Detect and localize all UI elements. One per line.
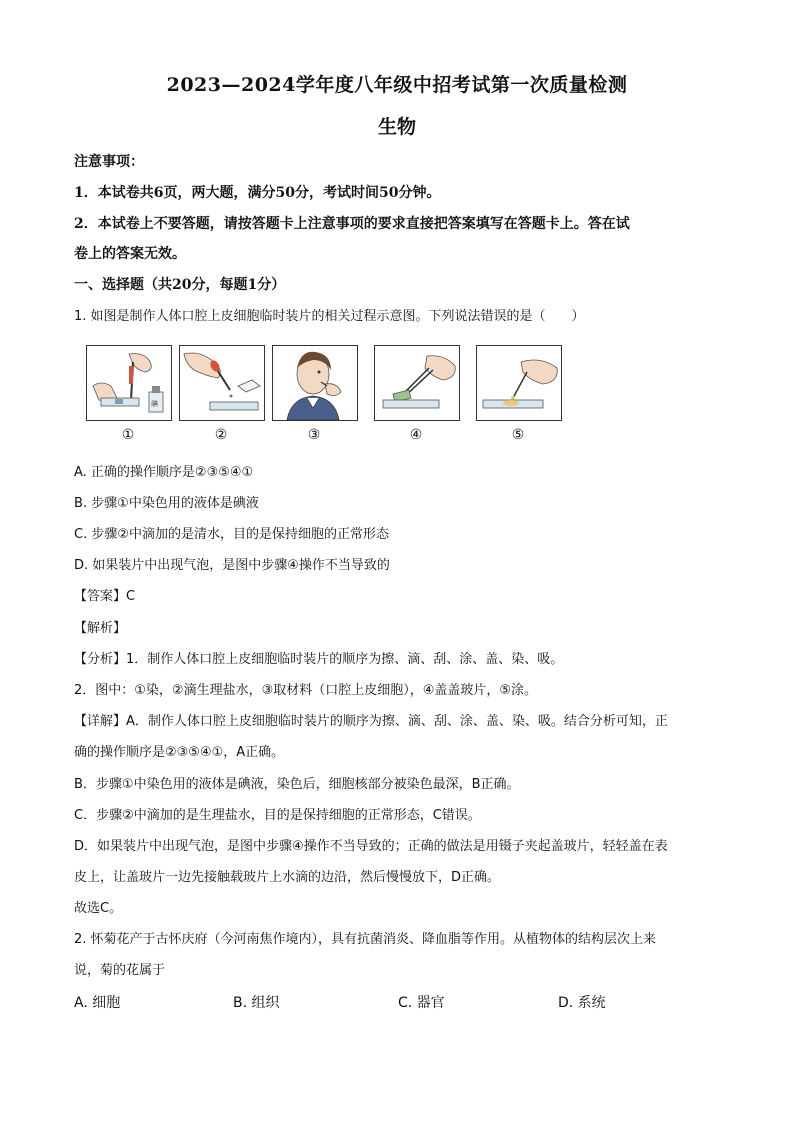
analysis-heading: 【解析】 xyxy=(74,621,127,636)
figure-step-4-covering xyxy=(374,345,460,421)
detail-c: C．步骤②中滴加的是生理盐水，目的是保持细胞的正常形态，C错误。 xyxy=(74,808,481,823)
question-1-option-b: B. 步骤①中染色用的液体是碘液 xyxy=(74,496,259,511)
notice-heading: 注意事项： xyxy=(74,154,144,170)
figure-step-3-taking-cells xyxy=(272,345,358,421)
svg-text:碘: 碘 xyxy=(151,400,158,408)
question-1-option-c: C. 步骤②中滴加的是清水，目的是保持细胞的正常形态 xyxy=(74,527,389,542)
notice-item-2-line2: 卷上的答案无效。 xyxy=(74,246,186,262)
question-2-option-a: A. 细胞 xyxy=(74,995,121,1011)
figure-step-2-dropping xyxy=(179,345,265,421)
figure-label-5: ⑤ xyxy=(511,427,525,443)
question-2-option-b: B. 组织 xyxy=(233,995,280,1011)
question-2-stem-line-1: 2. 怀菊花产于古怀庆府（今河南焦作境内），具有抗菌消炎、降血脂等作用。从植物体的结构层次上来 xyxy=(74,932,657,947)
notice-item-1: 1．本试卷共6页，两大题，满分50分，考试时间50分钟。 xyxy=(74,185,441,201)
notice-item-2-line1: 2．本试卷上不要答题，请按答题卡上注意事项的要求直接把答案填写在答题卡上。答在试 xyxy=(74,216,630,232)
detail-d-line-2: 皮上，让盖玻片一边先接触载玻片上水滴的边沿，然后慢慢放下，D正确。 xyxy=(74,870,501,885)
figure-label-1: ① xyxy=(121,427,135,443)
detail-a-line-1: 【详解】A．制作人体口腔上皮细胞临时装片的顺序为擦、滴、刮、涂、盖、染、吸。结合分析可知，正 xyxy=(74,714,668,729)
detail-d-line-1: D．如果装片中出现气泡，是图中步骤④操作不当导致的；正确的做法是用镊子夹起盖玻片，轻轻盖在表 xyxy=(74,839,668,854)
section-heading: 一、选择题（共20分，每题1分） xyxy=(74,277,286,293)
answer-line: 【答案】C xyxy=(74,589,136,604)
question-1-option-a: A. 正确的操作顺序是②③⑤④① xyxy=(74,465,254,480)
question-2-option-c: C. 器官 xyxy=(398,995,445,1011)
figure-label-2: ② xyxy=(214,427,228,443)
figure-label-4: ④ xyxy=(409,427,423,443)
analysis-line-2: 2．图中：①染，②滴生理盐水，③取材料（口腔上皮细胞），④盖盖玻片，⑤涂。 xyxy=(74,683,538,698)
question-2-stem-line-2: 说，菊的花属于 xyxy=(74,963,166,978)
analysis-line-1: 【分析】1．制作人体口腔上皮细胞临时装片的顺序为擦、滴、刮、涂、盖、染、吸。 xyxy=(74,652,564,667)
exam-title: 2023—2024学年度八年级中招考试第一次质量检测 xyxy=(166,74,628,96)
detail-a-line-2: 确的操作顺序是②③⑤④①，A正确。 xyxy=(74,745,285,760)
question-1-stem: 1. 如图是制作人体口腔上皮细胞临时装片的相关过程示意图。下列说法错误的是（ ） xyxy=(74,309,585,324)
subject-title: 生物 xyxy=(377,116,416,138)
figure-step-1-staining xyxy=(86,345,172,421)
question-1-option-d: D. 如果装片中出现气泡，是图中步骤④操作不当导致的 xyxy=(74,558,390,573)
figure-step-5-smearing xyxy=(476,345,562,421)
figure-label-3: ③ xyxy=(307,427,321,443)
detail-b: B．步骤①中染色用的液体是碘液，染色后，细胞核部分被染色最深，B正确。 xyxy=(74,777,520,792)
question-2-option-d: D. 系统 xyxy=(558,995,606,1011)
conclusion: 故选C。 xyxy=(74,901,123,916)
